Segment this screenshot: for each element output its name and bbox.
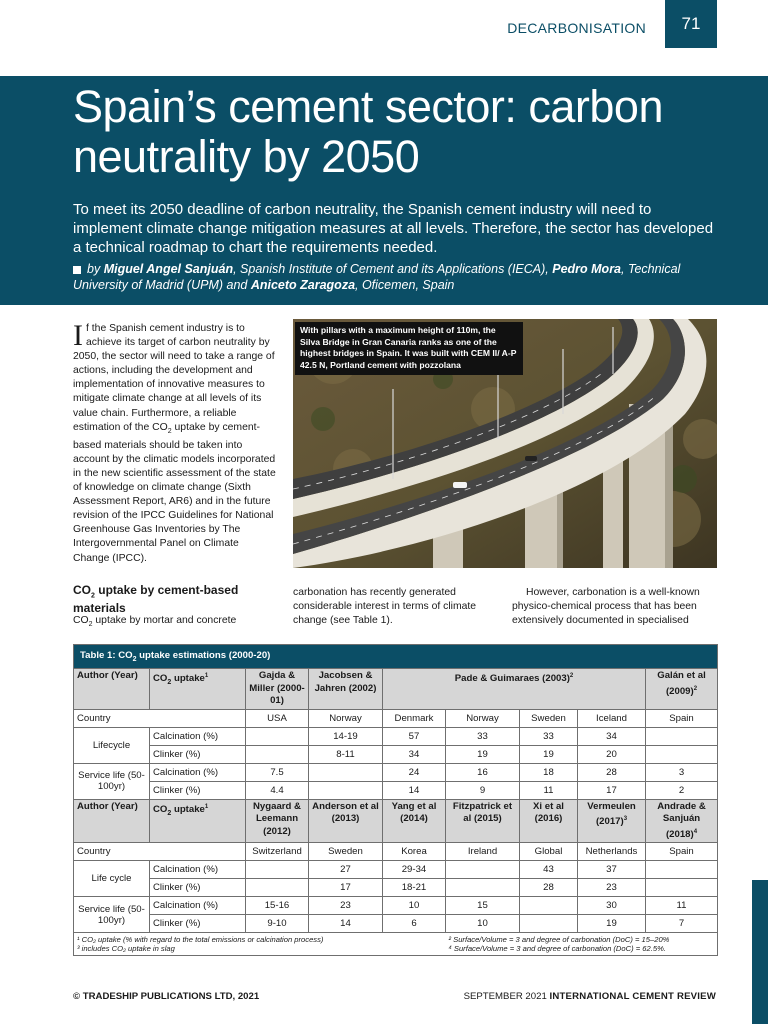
drop-cap: I [73,319,83,352]
standfirst: To meet its 2050 deadline of carbon neutrality, the Spanish cement industry will need to implement climate change mitigation measures at all levels. Therefore, the sector has developed a technical roadmap to chart the requirements needed. [73,201,714,256]
bullet-square-icon [73,266,81,274]
page-number: 71 [665,0,717,48]
section-label: DECARBONISATION [507,20,646,36]
author-name: Aniceto Zaragoza [250,278,356,292]
footnote: ² Surface/Volume = 3 and degree of carbonation (DoC) = 15–20% [448,935,670,945]
table-row: Service life (50-100yr) Calcination (%) 7.5 24 16 18 28 3 [74,763,718,781]
table-row: Clinker (%) 9-10 14 6 10 19 7 [74,915,718,933]
page-edge-tab [752,880,768,1024]
title-line-2: neutrality by 2050 [73,131,420,182]
table-row: Clinker (%) 17 18-21 28 23 [74,879,718,897]
publication-footer: SEPTEMBER 2021 INTERNATIONAL CEMENT REVIEW [463,991,716,1002]
photo-caption: With pillars with a maximum height of 110m, the Silva Bridge in Gran Canaria ranks as one of the highest bridges in Spain. It was built with CEM II/ A-P 42.5 N, Portland cement with pozzolana [295,322,523,375]
table-row: Country Switzerland Sweden Korea Ireland Global Netherlands Spain [74,843,718,861]
column-2-text: carbonation has recently generated considerable interest in terms of climate change (see Table 1). [293,587,477,626]
title-banner [0,76,768,305]
table-caption: Table 1: $CO_2$ uptake estimations (2000-20) [74,645,718,669]
table-row: Clinker (%) 4.4 14 9 11 17 2 [74,781,718,799]
publication-name: INTERNATIONAL CEMENT REVIEW [549,991,716,1002]
table-row: Life cycle Calcination (%) 27 29-34 43 37 [74,861,718,879]
footnote: ³ includes CO₂ uptake in slag [77,944,175,954]
copyright: © TRADESHIP PUBLICATIONS LTD, 2021 [73,991,260,1002]
table-header-row: Author (Year) $CO_2$ uptake$^1$ Nygaard & Leemann (2012) Anderson et al (2013) Yang et al (2014) Fitzpatrick et al (2015) Xi et al (2016) Vermeulen $(2017)^3$ Andrade & Sanjuán $(2018)^4$ [74,799,718,843]
intro-paragraph: If the Spanish cement industry is to achieve its target of carbon neutrality by 2050, the sector will need to take a range of actions, including the development and implementation of innovative measures to mitigate climate change at all levels of its value chain. Furthermore, a reliable estimation of the $CO_2$ uptake by cement-based materials should be taken into account by the climatic models incorporated in the new scientific assessment of the state of knowledge on climate change (Sixth Assessment Report, AR6) and in the future revision of the IPCC Guidelines for National Greenhouse Gas Inventories by The Intergovernmental Panel on Climate Change (IPCC). [73,319,276,564]
table-row: Lifecycle Calcination (%) 14-19 57 33 33 34 [74,727,718,745]
column-1-text: $CO_2$ uptake by mortar and concrete [73,615,237,629]
section-heading: $CO_2$ uptake by cement-based materials [73,583,239,616]
co2-uptake-table [73,644,717,956]
footnote: ¹ CO₂ uptake (% with regard to the total emissions or calcination process) [77,935,324,945]
table-footnotes [74,933,718,956]
table-row: Country USA Norway Denmark Norway Sweden Iceland Spain [74,709,718,727]
title-line-1: Spain’s cement sector: carbon [73,81,663,132]
article-title [73,82,733,182]
author-name: Miguel Angel Sanjuán [103,262,234,276]
table-row: Service life (50-100yr) Calcination (%) 15-16 23 10 15 30 11 [74,897,718,915]
byline: by Miguel Angel Sanjuán, Spanish Institute of Cement and its Applications (IECA), Pedro Mora, Technical University of Madrid (UPM) and Aniceto Zaragoza, Oficemen, Spain [73,262,681,292]
author-name: Pedro Mora [552,262,622,276]
footnote: ⁴ Surface/Volume = 3 and degree of carbonation (DoC) = 62.5%. [448,944,666,954]
column-3-text: However, carbonation is a well-known physico-chemical process that has been extensively documented in specialised [512,587,700,626]
table-header-row: Author (Year) $CO_2$ uptake$^1$ Gajda & Miller (2000-01) Jacobsen & Jahren (2002) Pade & Guimaraes $(2003)^2$ Galán et al $(2009)^2$ [74,669,718,710]
table-row: Clinker (%) 8-11 34 19 19 20 [74,745,718,763]
